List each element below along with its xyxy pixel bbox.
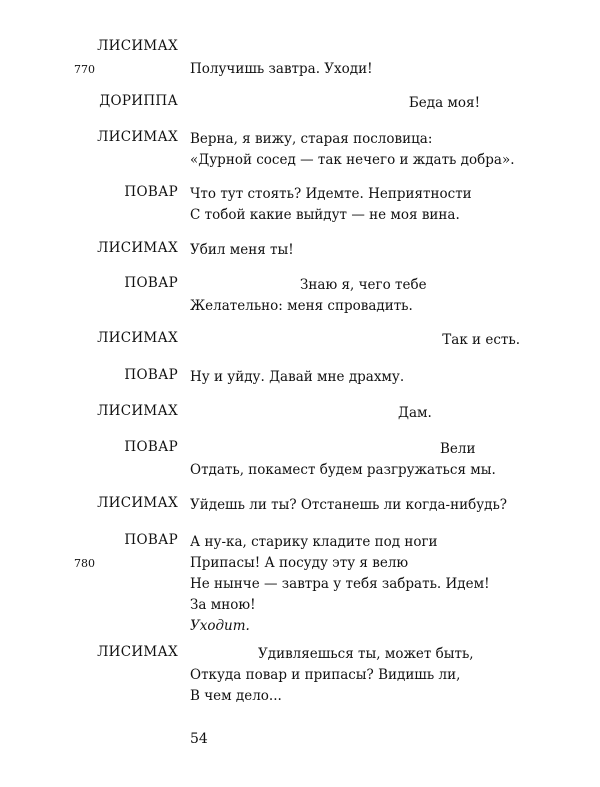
- verse-line: А ну-ка, старику кладите под ноги: [190, 534, 438, 550]
- speaker-name: ПОВАР: [124, 184, 178, 200]
- speaker-name: ЛИСИМАХ: [97, 129, 178, 145]
- speaker-name: ЛИСИМАХ: [97, 403, 178, 419]
- line-number: 770: [74, 63, 95, 76]
- verse-line: За мною!: [190, 597, 256, 613]
- speaker-name: ЛИСИМАХ: [97, 38, 178, 54]
- verse-line: 780 Припасы! А посуду эту я велю: [190, 553, 520, 574]
- verse-line: С тобой какие выйдут — не моя вина.: [190, 207, 460, 223]
- verse-line: Уйдешь ли ты? Отстанешь ли когда-нибудь?: [190, 497, 508, 513]
- speaker-name: ПОВАР: [124, 532, 178, 548]
- stage-direction: Уходит.: [190, 618, 250, 634]
- verse-line: Убил меня ты!: [190, 242, 294, 258]
- speaker-name: ЛИСИМАХ: [97, 240, 178, 256]
- verse-line: В чем дело...: [190, 688, 282, 704]
- speaker-name: ЛИСИМАХ: [97, 495, 178, 511]
- speaker-name: ПОВАР: [124, 367, 178, 383]
- speaker-name: ЛИСИМАХ: [97, 644, 178, 660]
- speaker-name: ДОРИППА: [99, 93, 178, 109]
- speaker-name: ЛИСИМАХ: [97, 330, 178, 346]
- verse-line: Не нынче — завтра у тебя забрать. Идем!: [190, 576, 490, 592]
- verse-line: Откуда повар и припасы? Видишь ли,: [190, 667, 461, 683]
- verse-line: «Дурной сосед — так нечего и ждать добра».: [190, 152, 515, 168]
- page-number: 54: [190, 731, 208, 747]
- verse-line: Дам.: [398, 405, 432, 421]
- speaker-name: ПОВАР: [124, 275, 178, 291]
- verse-line: Верна, я вижу, старая пословица:: [190, 131, 433, 147]
- verse-line: 770 Получишь завтра. Уходи!: [190, 59, 520, 80]
- verse-line: Отдать, покамест будем разгружаться мы.: [190, 462, 496, 478]
- verse-line: Так и есть.: [442, 332, 520, 348]
- verse-line: Удивляешься ты, может быть,: [258, 646, 474, 662]
- speaker-name: ПОВАР: [124, 439, 178, 455]
- verse-line: Вели: [440, 441, 476, 457]
- verse-line: Знаю я, чего тебе: [300, 277, 427, 293]
- verse-line: Беда моя!: [408, 95, 480, 111]
- line-number: 780: [74, 557, 95, 570]
- verse-line: Ну и уйду. Давай мне драхму.: [190, 369, 405, 385]
- verse-line: Что тут стоять? Идемте. Неприятности: [190, 186, 472, 202]
- verse-line: Желательно: меня спровадить.: [190, 298, 413, 314]
